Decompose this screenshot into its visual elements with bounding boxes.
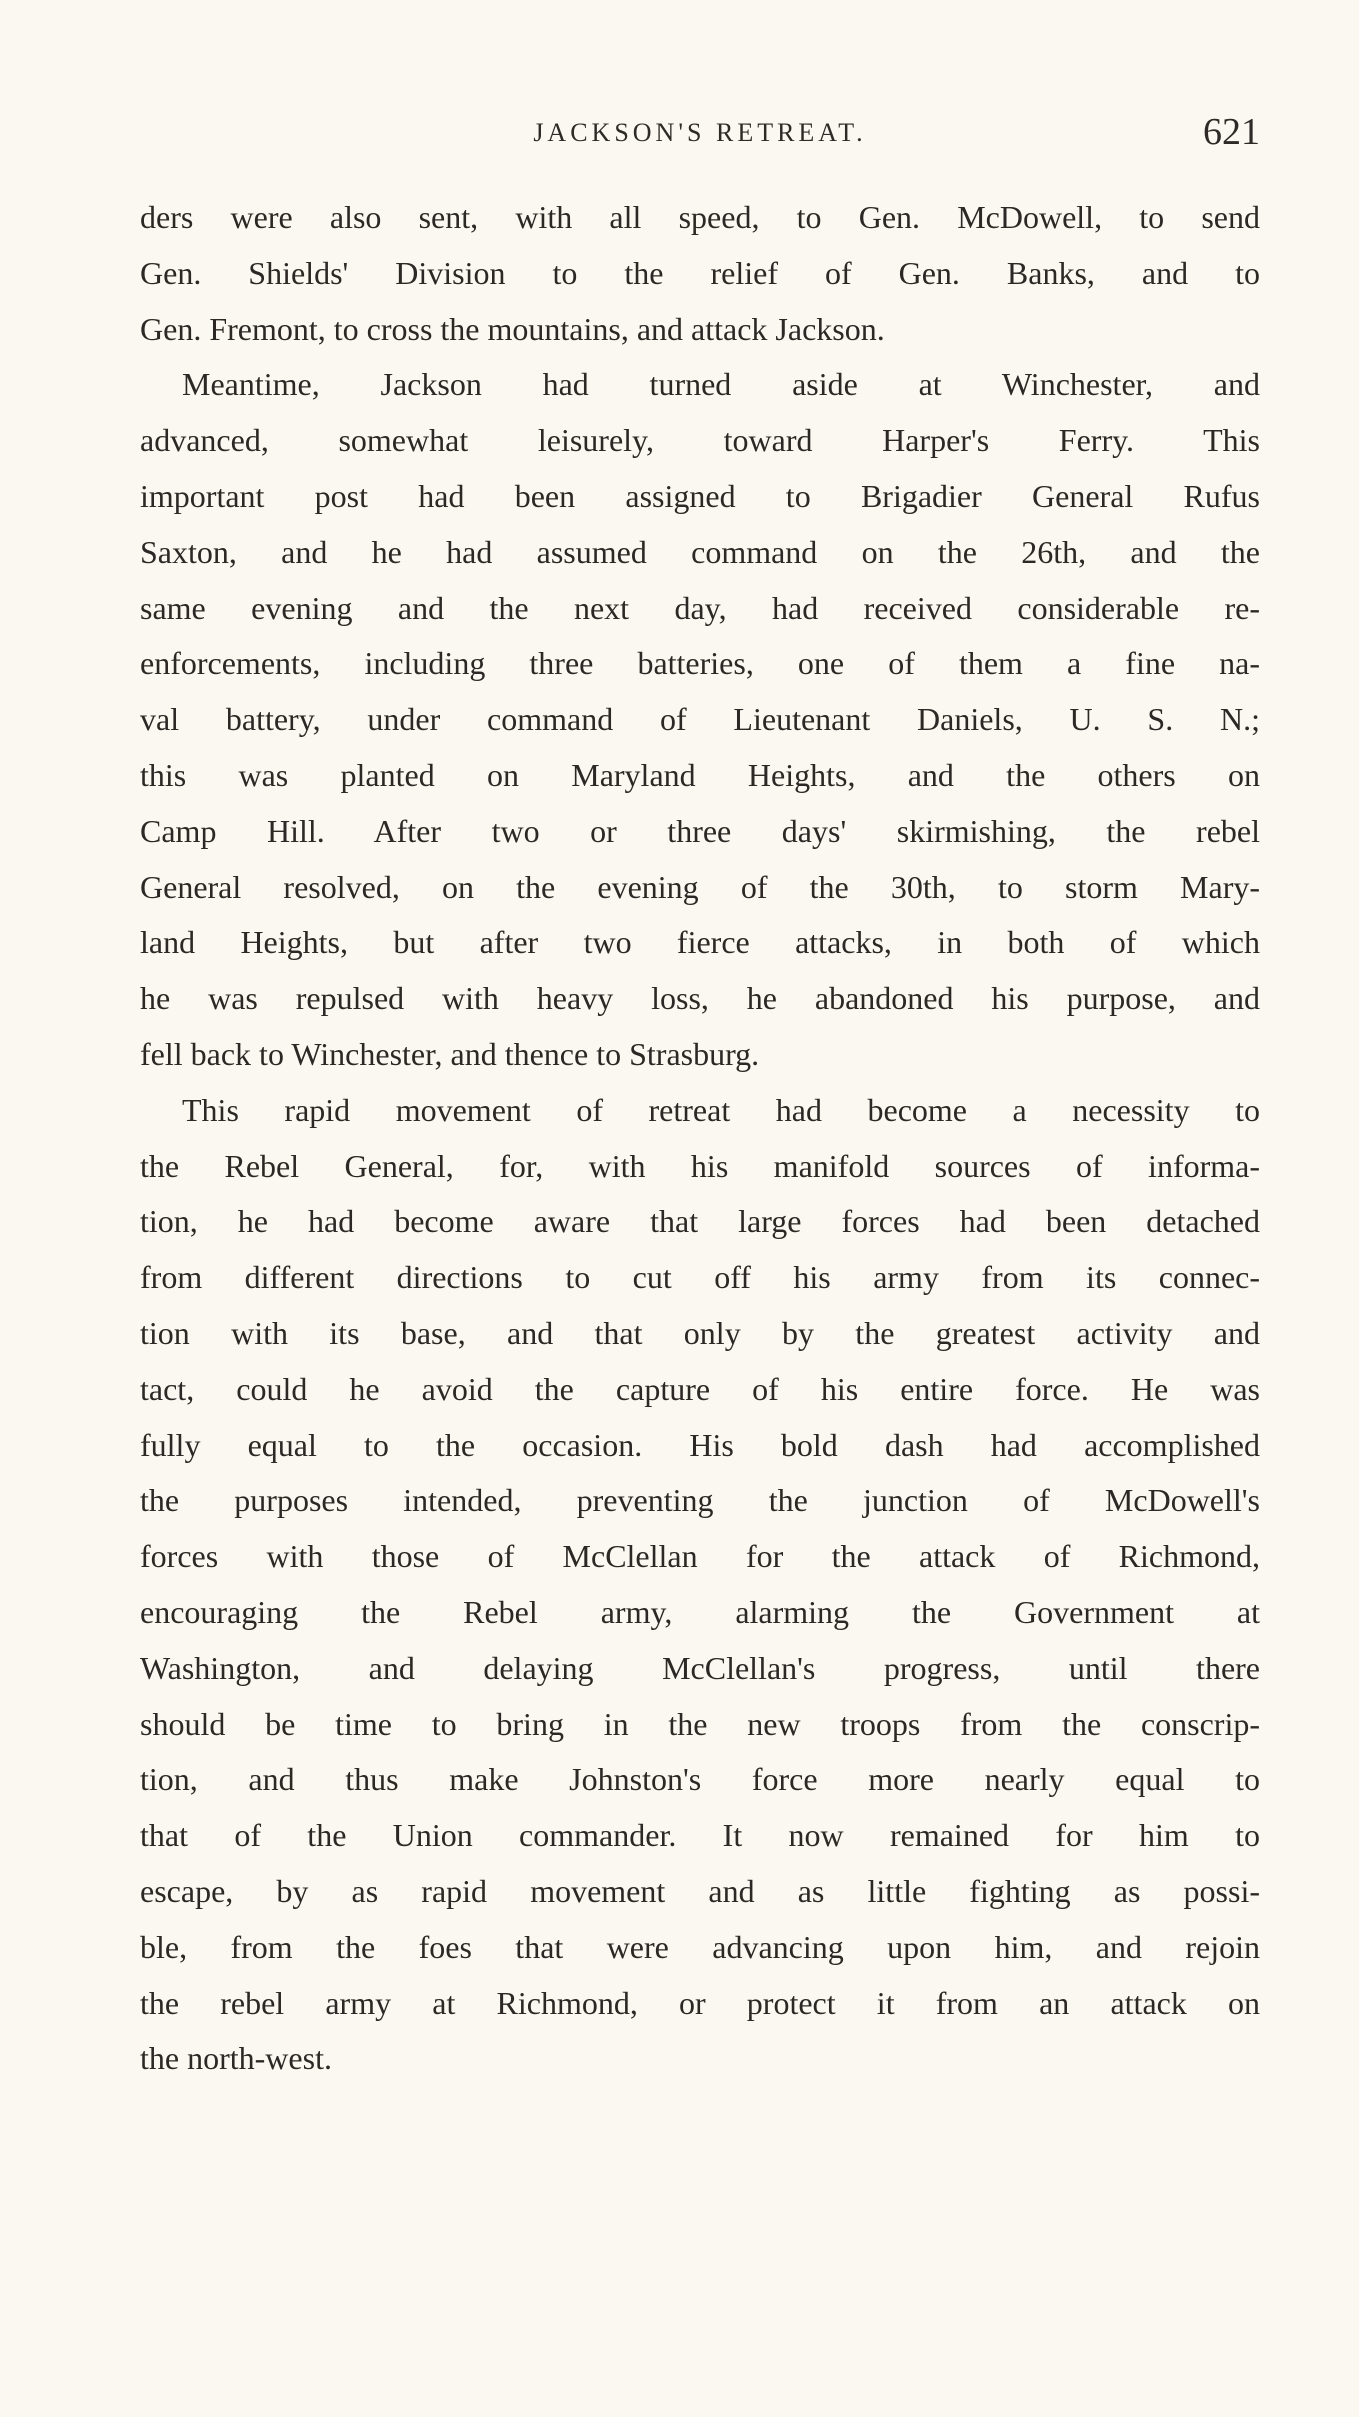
text-line: enforcements, including three batteries, one of them a fine na- [140,645,1260,682]
text-line: ble, from the foes that were advancing upon him, and rejoin [140,1928,1260,1965]
text-line: important post had been assigned to Brigadier General Rufus [140,477,1260,514]
body-text [140,190,1260,2087]
text-line: should be time to bring in the new troops from the conscrip- [140,1705,1260,1742]
text-line: encouraging the Rebel army, alarming the Government at [140,1593,1260,1630]
text-line: he was repulsed with heavy loss, he abandoned his purpose, and [140,980,1260,1017]
page-number: 621 [1203,111,1260,153]
text-line: Saxton, and he had assumed command on the 26th, and the [140,533,1260,570]
text-line: escape, by as rapid movement and as little fighting as possi- [140,1872,1260,1909]
text-line: ders were also sent, with all speed, to Gen. McDowell, to send [140,199,1260,235]
text-line: Gen. Shields' Division to the relief of Gen. Banks, and to [140,254,1260,291]
text-line: tion with its base, and that only by the greatest activity and [140,1314,1260,1351]
running-title: JACKSON'S RETREAT. [533,118,867,147]
text-line: General resolved, on the evening of the 30th, to storm Mary- [140,868,1260,905]
text-line: the rebel army at Richmond, or protect it from an attack on [140,1984,1260,2021]
text-line: the purposes intended, preventing the junction of McDowell's [140,1482,1260,1519]
text-line: fell back to Winchester, and thence to Strasburg. [140,1035,760,1072]
text-line: Gen. Fremont, to cross the mountains, and attack Jackson. [140,310,885,347]
text-line: forces with those of McClellan for the attack of Richmond, [140,1538,1260,1575]
text-line: tion, and thus make Johnston's force more nearly equal to [140,1761,1260,1798]
text-line: advanced, somewhat leisurely, toward Harper's Ferry. This [140,422,1260,459]
text-line: same evening and the next day, had received considerable re- [140,589,1260,626]
text-line: from different directions to cut off his army from its connec- [140,1259,1260,1296]
page-header [140,110,1260,160]
text-line: tact, could he avoid the capture of his entire force. He was [140,1370,1260,1407]
text-line: val battery, under command of Lieutenant Daniels, U. S. N.; [140,701,1260,738]
text-line: fully equal to the occasion. His bold dash had accomplished [140,1426,1260,1463]
text-line: land Heights, but after two fierce attacks, in both of which [140,924,1260,961]
text-line: that of the Union commander. It now remained for him to [140,1817,1260,1854]
text-line: This rapid movement of retreat had become a necessity to [182,1091,1260,1128]
text-line: the north-west. [140,2040,332,2077]
text-line: this was planted on Maryland Heights, and the others on [140,756,1260,793]
text-line: Meantime, Jackson had turned aside at Winchester, and [182,366,1260,403]
text-line: the Rebel General, for, with his manifold sources of informa- [140,1147,1260,1184]
text-line: tion, he had become aware that large forces had been detached [140,1203,1260,1240]
text-line: Washington, and delaying McClellan's progress, until there [140,1649,1260,1686]
text-line: Camp Hill. After two or three days' skirmishing, the rebel [140,812,1260,849]
